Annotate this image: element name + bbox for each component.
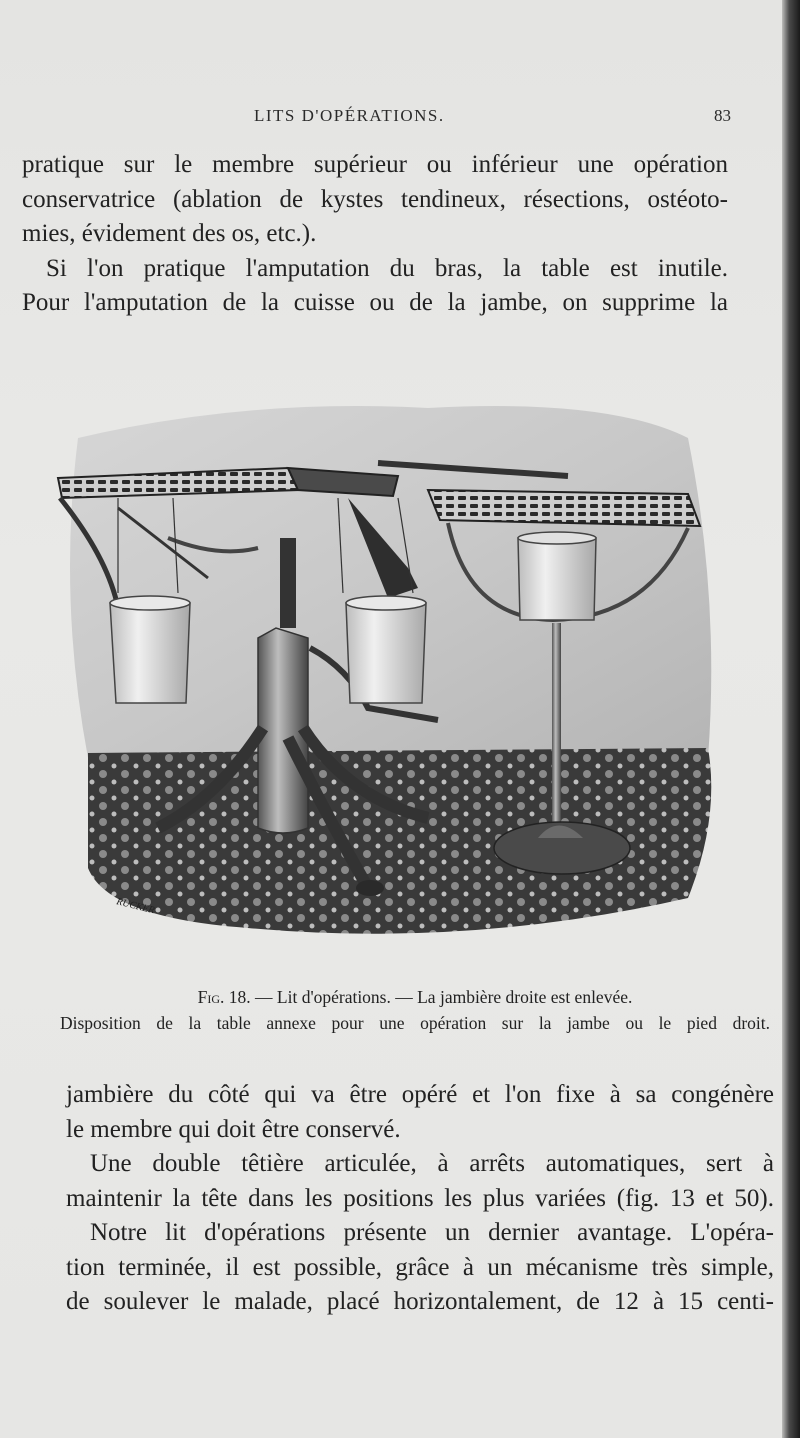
text-line: Si l'on pratique l'amputation du bras, la table est inutile.	[46, 254, 728, 282]
page-number: 83	[714, 106, 731, 125]
caption-line-2: Disposition de la table annexe pour une opération sur la jambe ou le pied droit.	[60, 1013, 770, 1033]
text-line: jambière du côté qui va être opéré et l'on fixe à sa congénère	[66, 1081, 774, 1108]
text-line: tion terminée, il est possible, grâce à un mécanisme très simple,	[66, 1253, 774, 1281]
figure-caption	[60, 984, 770, 1036]
caption-line-1	[60, 984, 770, 1010]
text-line: maintenir la tête dans les positions les plus variées (fig. 13 et 50).	[66, 1184, 774, 1212]
text-line: Pour l'amputation de la cuisse ou de la jambe, on supprime la	[22, 289, 728, 316]
text-line: mies, évidement des os, etc.).	[22, 220, 317, 247]
text-line: pratique sur le membre supérieur ou inférieur une opération	[22, 151, 728, 178]
page-edge-shadow	[782, 0, 800, 1438]
text-line: Notre lit d'opérations présente un dernier avantage. L'opéra-	[90, 1219, 774, 1246]
running-head: LITS D'OPÉRATIONS.	[254, 106, 445, 125]
text-line: conservatrice (ablation de kystes tendineux, résections, ostéoto-	[22, 185, 728, 213]
body-text-bottom	[66, 1078, 774, 1320]
operating-table-illustration	[48, 398, 720, 946]
engraver-signature: RUCKER	[115, 896, 156, 917]
text-line: le membre qui doit être conservé.	[66, 1115, 401, 1143]
body-text-top	[22, 148, 728, 321]
text-line: de soulever le malade, placé horizontalement, de 12 à 15 centi-	[66, 1288, 774, 1315]
figure-label: Fig. 18.	[197, 987, 251, 1007]
caption-title: — Lit d'opérations. — La jambière droite est enlevée.	[250, 987, 633, 1007]
text-line: Une double têtière articulée, à arrêts automatiques, sert à	[90, 1150, 774, 1177]
